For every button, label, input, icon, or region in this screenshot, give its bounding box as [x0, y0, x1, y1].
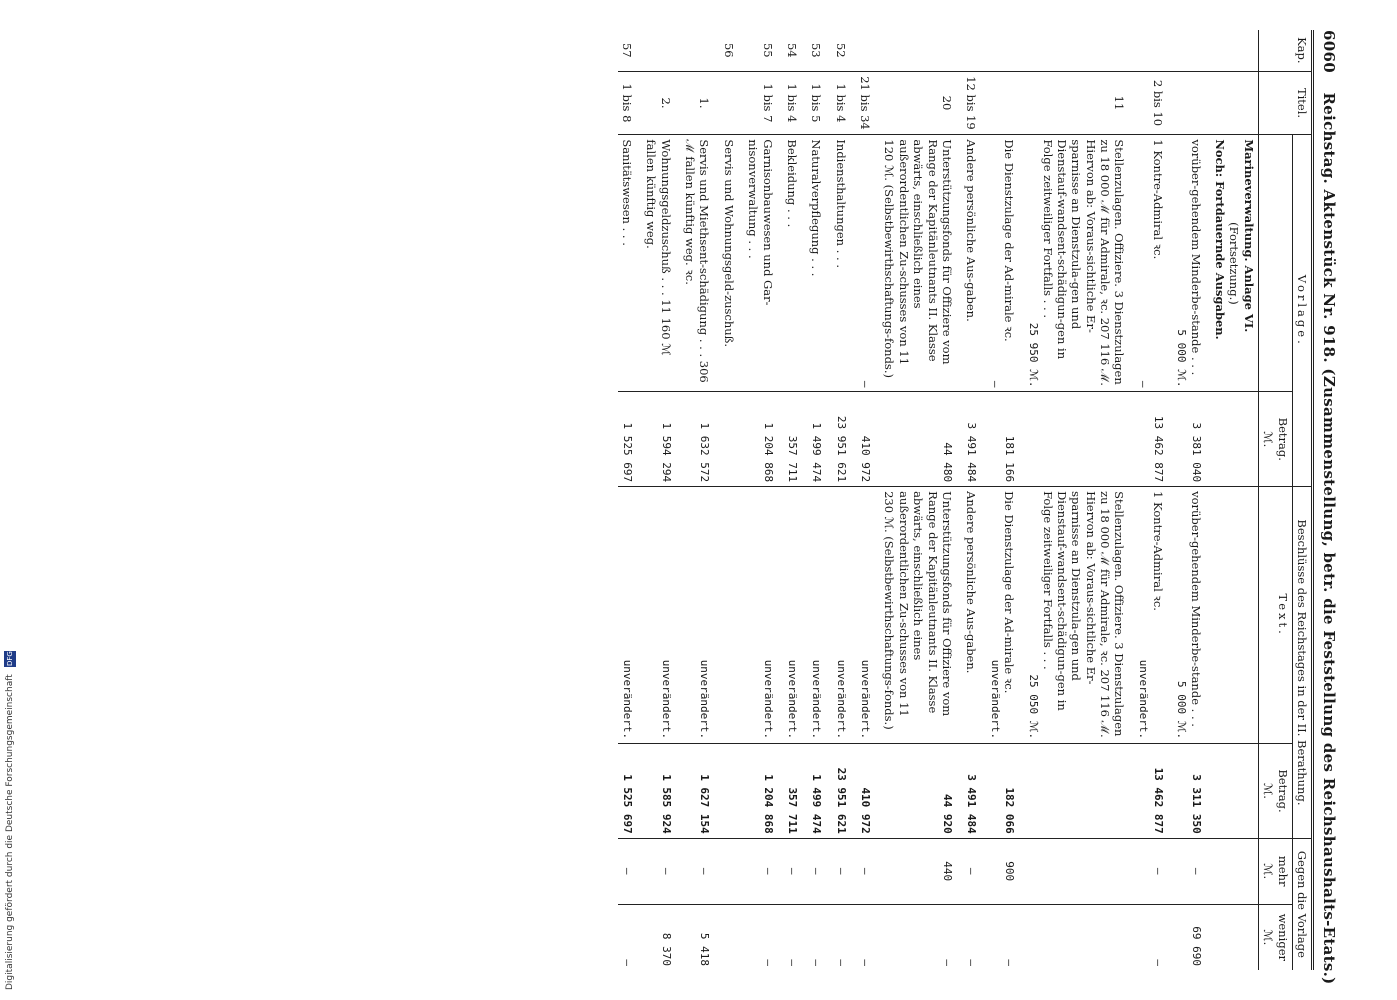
- cell-mehr: —: [856, 838, 880, 904]
- table-row: [1025, 30, 1135, 970]
- cell-vorlage-text: vorüber-gehendem Minderbe-stande . . . 5 000 ℳ.: [1173, 135, 1211, 392]
- cell-kap: [1135, 30, 1173, 71]
- cell-titel: 1 bis 4: [783, 71, 807, 135]
- col-kap: Kap.: [1258, 30, 1311, 71]
- intro-line-2: (Fortsetzung.): [1227, 222, 1242, 305]
- cell-vorlage-amount: 1 632 572: [681, 392, 720, 487]
- cell-beschluss-text: [618, 487, 642, 744]
- cell-beschluss-text-sub: unverändert.: [786, 659, 799, 740]
- cell-beschluss-text-sub: unverändert.: [761, 659, 775, 740]
- page-header: [1311, 30, 1342, 985]
- cell-vorlage-amount: 181 166: [986, 392, 1024, 487]
- page-content: [618, 30, 1342, 985]
- intro-row: [1211, 30, 1259, 970]
- cell-mehr: —: [1173, 838, 1211, 904]
- table-row: [986, 30, 1024, 970]
- cell-mehr: —: [1135, 838, 1173, 904]
- cell-beschluss-text: [744, 487, 783, 744]
- cell-vorlage-text-sub: 5 000 ℳ.: [1175, 329, 1189, 388]
- cell-beschluss-amount: 357 711: [783, 744, 807, 839]
- cell-vorlage-amount: 3 381 040: [1173, 392, 1211, 487]
- cell-beschluss-amount: 1 585 924: [642, 744, 681, 839]
- cell-beschluss-text: [807, 487, 831, 744]
- col-vorlage-betrag: Betrag. ℳ.: [1258, 392, 1292, 487]
- cell-mehr: —: [642, 838, 681, 904]
- cell-weniger: —: [618, 904, 642, 970]
- cell-vorlage-text: Wohnungsgeldzuschuß . . . 11 160 ℳ fallen künftig weg.: [642, 135, 681, 392]
- table-row: [856, 30, 880, 970]
- page-number: 6060: [1320, 30, 1338, 73]
- cell-kap: [1173, 30, 1211, 71]
- cell-vorlage-text-sub: —: [1137, 380, 1151, 388]
- cell-kap: 55: [760, 42, 775, 58]
- cell-kap: 56: [721, 42, 736, 58]
- cell-beschluss-amount: 13 462 877: [1135, 744, 1173, 839]
- cell-mehr: —: [962, 838, 986, 904]
- cell-kap: [1025, 30, 1135, 71]
- cell-weniger: 8 370: [642, 904, 681, 970]
- cell-titel: [1173, 71, 1211, 135]
- table-row: [1173, 30, 1211, 970]
- cell-vorlage-amount: 1 499 474: [807, 392, 831, 487]
- table-row: [807, 30, 831, 970]
- cell-vorlage-amount: 3 491 484: [962, 392, 986, 487]
- cell-beschluss-text-sub: unverändert.: [810, 659, 824, 740]
- cell-beschluss-amount: 1 627 154: [681, 744, 720, 839]
- cell-titel: [986, 71, 1024, 135]
- cell-beschluss-amount: 1 499 474: [807, 744, 831, 839]
- cell-vorlage-text: Garnisonbauwesen und Gar-nisonverwaltung . . .: [744, 135, 783, 392]
- cell-beschluss-text-sub: unverändert.: [989, 659, 1003, 740]
- cell-beschluss-text: Unterstützungsfonds für Offiziere vom Range der Kapitänleutnants II. Klasse abwärts, einschließlich eines außerordentlichen Zu-schusses von 11 230 ℳ. (Selbstbewirthschaftungs-fonds.): [880, 487, 962, 744]
- cell-vorlage-text: 1 Kontre-Admiral ꝛc. —: [1135, 135, 1173, 392]
- cell-beschluss-amount: 44 920: [880, 744, 962, 839]
- cell-mehr: —: [783, 838, 807, 904]
- col-beschluesse: Beschlüsse des Reichstages in der II. Berathung.: [1292, 487, 1311, 839]
- cell-mehr: —: [744, 838, 783, 904]
- table-row: [642, 30, 681, 970]
- cell-vorlage-amount: 23 951 621: [831, 392, 855, 487]
- cell-beschluss-amount: 1 204 868: [744, 744, 783, 839]
- col-beschluss-betrag: Betrag. ℳ.: [1258, 744, 1292, 839]
- cell-mehr: —: [807, 838, 831, 904]
- cell-vorlage-text-sub: —: [989, 380, 1003, 388]
- cell-beschluss-amount: 3 311 350: [1173, 744, 1211, 839]
- cell-vorlage-text: Naturalverpflegung . . .: [807, 135, 831, 392]
- cell-vorlage-text: Unterstützungsfonds für Offiziere vom Range der Kapitänleutnants II. Klasse abwärts, einschließlich eines außerordentlichen Zu-schusses von 11 120 ℳ. (Selbstbewirthschaftungs-fonds.): [880, 135, 962, 392]
- cell-beschluss-amount: 1 525 697: [618, 744, 642, 839]
- cell-beschluss-text: Andere persönliche Aus-gaben.: [962, 487, 986, 744]
- cell-vorlage-text: Bekleidung . . .: [783, 135, 807, 392]
- dfg-logo: DFG: [6, 651, 14, 667]
- cell-weniger: 5 418: [681, 904, 720, 970]
- intro-line-3: Noch: Fortdauernde Ausgaben.: [1213, 139, 1228, 340]
- cell-vorlage-text: Sanitätswesen . . .: [618, 135, 642, 392]
- cell-weniger: 69 690: [1173, 904, 1211, 970]
- cell-beschluss-text-sub: unverändert.: [859, 659, 873, 740]
- cell-vorlage-amount: [720, 392, 744, 487]
- cell-titel: 1 bis 7: [744, 71, 783, 135]
- cell-vorlage-text: Die Dienstzulage der Ad-mirale ꝛc. —: [986, 135, 1024, 392]
- cell-titel: 1.: [681, 71, 720, 135]
- cell-beschluss-text-sub: unverändert.: [698, 659, 712, 740]
- cell-mehr: —: [681, 838, 720, 904]
- cell-vorlage-amount: [1025, 392, 1135, 487]
- cell-beschluss-text-sub: 5 000 ℳ.: [1175, 681, 1189, 740]
- cell-vorlage-text: [856, 135, 880, 392]
- digitization-credit: Digitalisierung gefördert durch die Deutsche Forschungsgemeinschaft DFG: [5, 651, 15, 990]
- cell-vorlage-text-sub: —: [859, 380, 873, 388]
- cell-titel: 1 bis 8: [618, 71, 642, 135]
- cell-titel: 1 bis 5: [807, 71, 831, 135]
- cell-mehr: [720, 838, 744, 904]
- cell-weniger: [1025, 904, 1135, 970]
- cell-vorlage-text: Stellenzulagen. Offiziere. 3 Dienstzulagen zu 18 000 ℳ für Admirale, ꝛc. 207 116 ℳ. Hiervon ab: Voraus-sichtliche Er-sparnisse an Dienstzula-gen und Dienstauf-wandsent-schädigun-gen in Folge zeitweiliger Fortfalls . . . 25 950 ℳ.: [1025, 135, 1135, 392]
- cell-beschluss-text: [783, 487, 807, 744]
- cell-titel: 21 bis 34: [856, 71, 880, 135]
- cell-weniger: —: [807, 904, 831, 970]
- cell-beschluss-text-sub: unverändert.: [621, 659, 634, 740]
- cell-vorlage-amount: 44 480: [880, 392, 962, 487]
- col-gegen: Gegen die Vorlage: [1292, 838, 1311, 970]
- cell-kap: 52: [833, 42, 848, 58]
- cell-mehr: 440: [880, 838, 962, 904]
- cell-beschluss-text: [856, 487, 880, 744]
- cell-mehr: [1025, 838, 1135, 904]
- cell-mehr: —: [831, 838, 855, 904]
- cell-weniger: [720, 904, 744, 970]
- cell-beschluss-text: [720, 487, 744, 744]
- cell-beschluss-text: [642, 487, 681, 744]
- cell-titel: 20: [880, 71, 962, 135]
- cell-titel: 11: [1025, 71, 1135, 135]
- col-mehr: mehr ℳ.: [1258, 838, 1292, 904]
- cell-beschluss-amount: 410 972: [856, 744, 880, 839]
- table-row: [880, 30, 962, 970]
- table-row: [681, 30, 720, 970]
- cell-vorlage-text: Indiensthaltungen . . .: [831, 135, 855, 392]
- cell-beschluss-amount: [720, 744, 744, 839]
- cell-weniger: —: [744, 904, 783, 970]
- cell-titel: 2.: [642, 71, 681, 135]
- cell-beschluss-text: 1 Kontre-Admiral ꝛc. unverändert.: [1135, 487, 1173, 744]
- cell-beschluss-text-sub: unverändert.: [659, 659, 673, 740]
- cell-weniger: —: [962, 904, 986, 970]
- cell-vorlage-amount: 1 594 294: [642, 392, 681, 487]
- cell-vorlage-text: Andere persönliche Aus-gaben.: [962, 135, 986, 392]
- cell-beschluss-amount: 3 491 484: [962, 744, 986, 839]
- cell-titel: [720, 71, 744, 135]
- cell-beschluss-text: Stellenzulagen. Offiziere. 3 Dienstzulagen zu 18 000 ℳ für Admirale, ꝛc. 207 116 ℳ. Hiervon ab: Voraus-sichtliche Er-sparnisse an Dienstzula-gen und Dienstauf-wandsent-schädigun-gen in Folge zeitweiliger Fortfalls . . . 25 050 ℳ.: [1025, 487, 1135, 744]
- cell-beschluss-amount: 23 951 621: [831, 744, 855, 839]
- cell-titel: 12 bis 19: [962, 71, 986, 135]
- col-beschluss-text: Text.: [1258, 487, 1292, 744]
- cell-vorlage-amount: 13 462 877: [1135, 392, 1173, 487]
- cell-kap: 53: [809, 42, 824, 58]
- cell-mehr: 900: [986, 838, 1024, 904]
- cell-weniger: —: [880, 904, 962, 970]
- cell-titel: 2 bis 10: [1135, 71, 1173, 135]
- col-vorlage: Vorlage.: [1292, 135, 1311, 487]
- cell-vorlage-amount: 1 525 697: [618, 392, 642, 487]
- cell-kap: [880, 30, 962, 71]
- cell-vorlage-text-sub: 25 950 ℳ.: [1027, 322, 1041, 388]
- cell-kap: 57: [620, 42, 634, 58]
- cell-titel: 1 bis 4: [831, 71, 855, 135]
- cell-vorlage-amount: 1 204 868: [744, 392, 783, 487]
- table-row: [744, 30, 783, 970]
- col-weniger: weniger ℳ.: [1258, 904, 1292, 970]
- table-row: [962, 30, 986, 970]
- cell-vorlage-amount: 410 972: [856, 392, 880, 487]
- cell-kap: 54: [785, 42, 799, 58]
- cell-beschluss-text: Die Dienstzulage der Ad-mirale ꝛc. unverändert.: [986, 487, 1024, 744]
- cell-weniger: —: [986, 904, 1024, 970]
- intro-line-1: Marineverwaltung. Anlage VI.: [1241, 139, 1256, 333]
- cell-beschluss-text: [681, 487, 720, 744]
- table-row: [783, 30, 807, 970]
- cell-weniger: —: [783, 904, 807, 970]
- table-row: [1135, 30, 1173, 970]
- header-title: Reichstag. Aktenstück Nr. 918. (Zusammenstellung, betr. die Feststellung des Reichshaushalts-Etats.): [1320, 92, 1338, 985]
- table-row: [831, 30, 855, 970]
- cell-beschluss-amount: 182 066: [986, 744, 1024, 839]
- cell-beschluss-text-sub: 25 050 ℳ.: [1027, 674, 1041, 740]
- col-vorlage-text: [1258, 135, 1292, 392]
- budget-table: [618, 30, 1311, 970]
- cell-kap: [681, 30, 720, 71]
- cell-beschluss-text: [831, 487, 855, 744]
- cell-vorlage-amount: 357 711: [783, 392, 807, 487]
- col-titel: Titel.: [1258, 71, 1311, 135]
- cell-beschluss-text-sub: unverändert.: [1137, 659, 1151, 740]
- cell-kap: [986, 30, 1024, 71]
- table-row: [720, 30, 744, 970]
- cell-weniger: —: [1135, 904, 1173, 970]
- cell-weniger: —: [831, 904, 855, 970]
- cell-kap: [962, 30, 986, 71]
- cell-kap: [856, 30, 880, 71]
- cell-vorlage-text: Servis und Wohnungsgeld-zuschuß.: [720, 135, 744, 392]
- cell-mehr: —: [618, 838, 642, 904]
- cell-beschluss-text-sub: unverändert.: [834, 659, 848, 740]
- cell-vorlage-text: Servis und Miethsent-schädigung . . . 306 ℳ fallen künftig weg. ꝛc.: [681, 135, 720, 392]
- cell-weniger: —: [856, 904, 880, 970]
- cell-beschluss-text: vorüber-gehendem Minderbe-stande . . . 5 000 ℳ.: [1173, 487, 1211, 744]
- cell-kap: [642, 30, 681, 71]
- cell-beschluss-amount: [1025, 744, 1135, 839]
- table-row: [618, 30, 642, 970]
